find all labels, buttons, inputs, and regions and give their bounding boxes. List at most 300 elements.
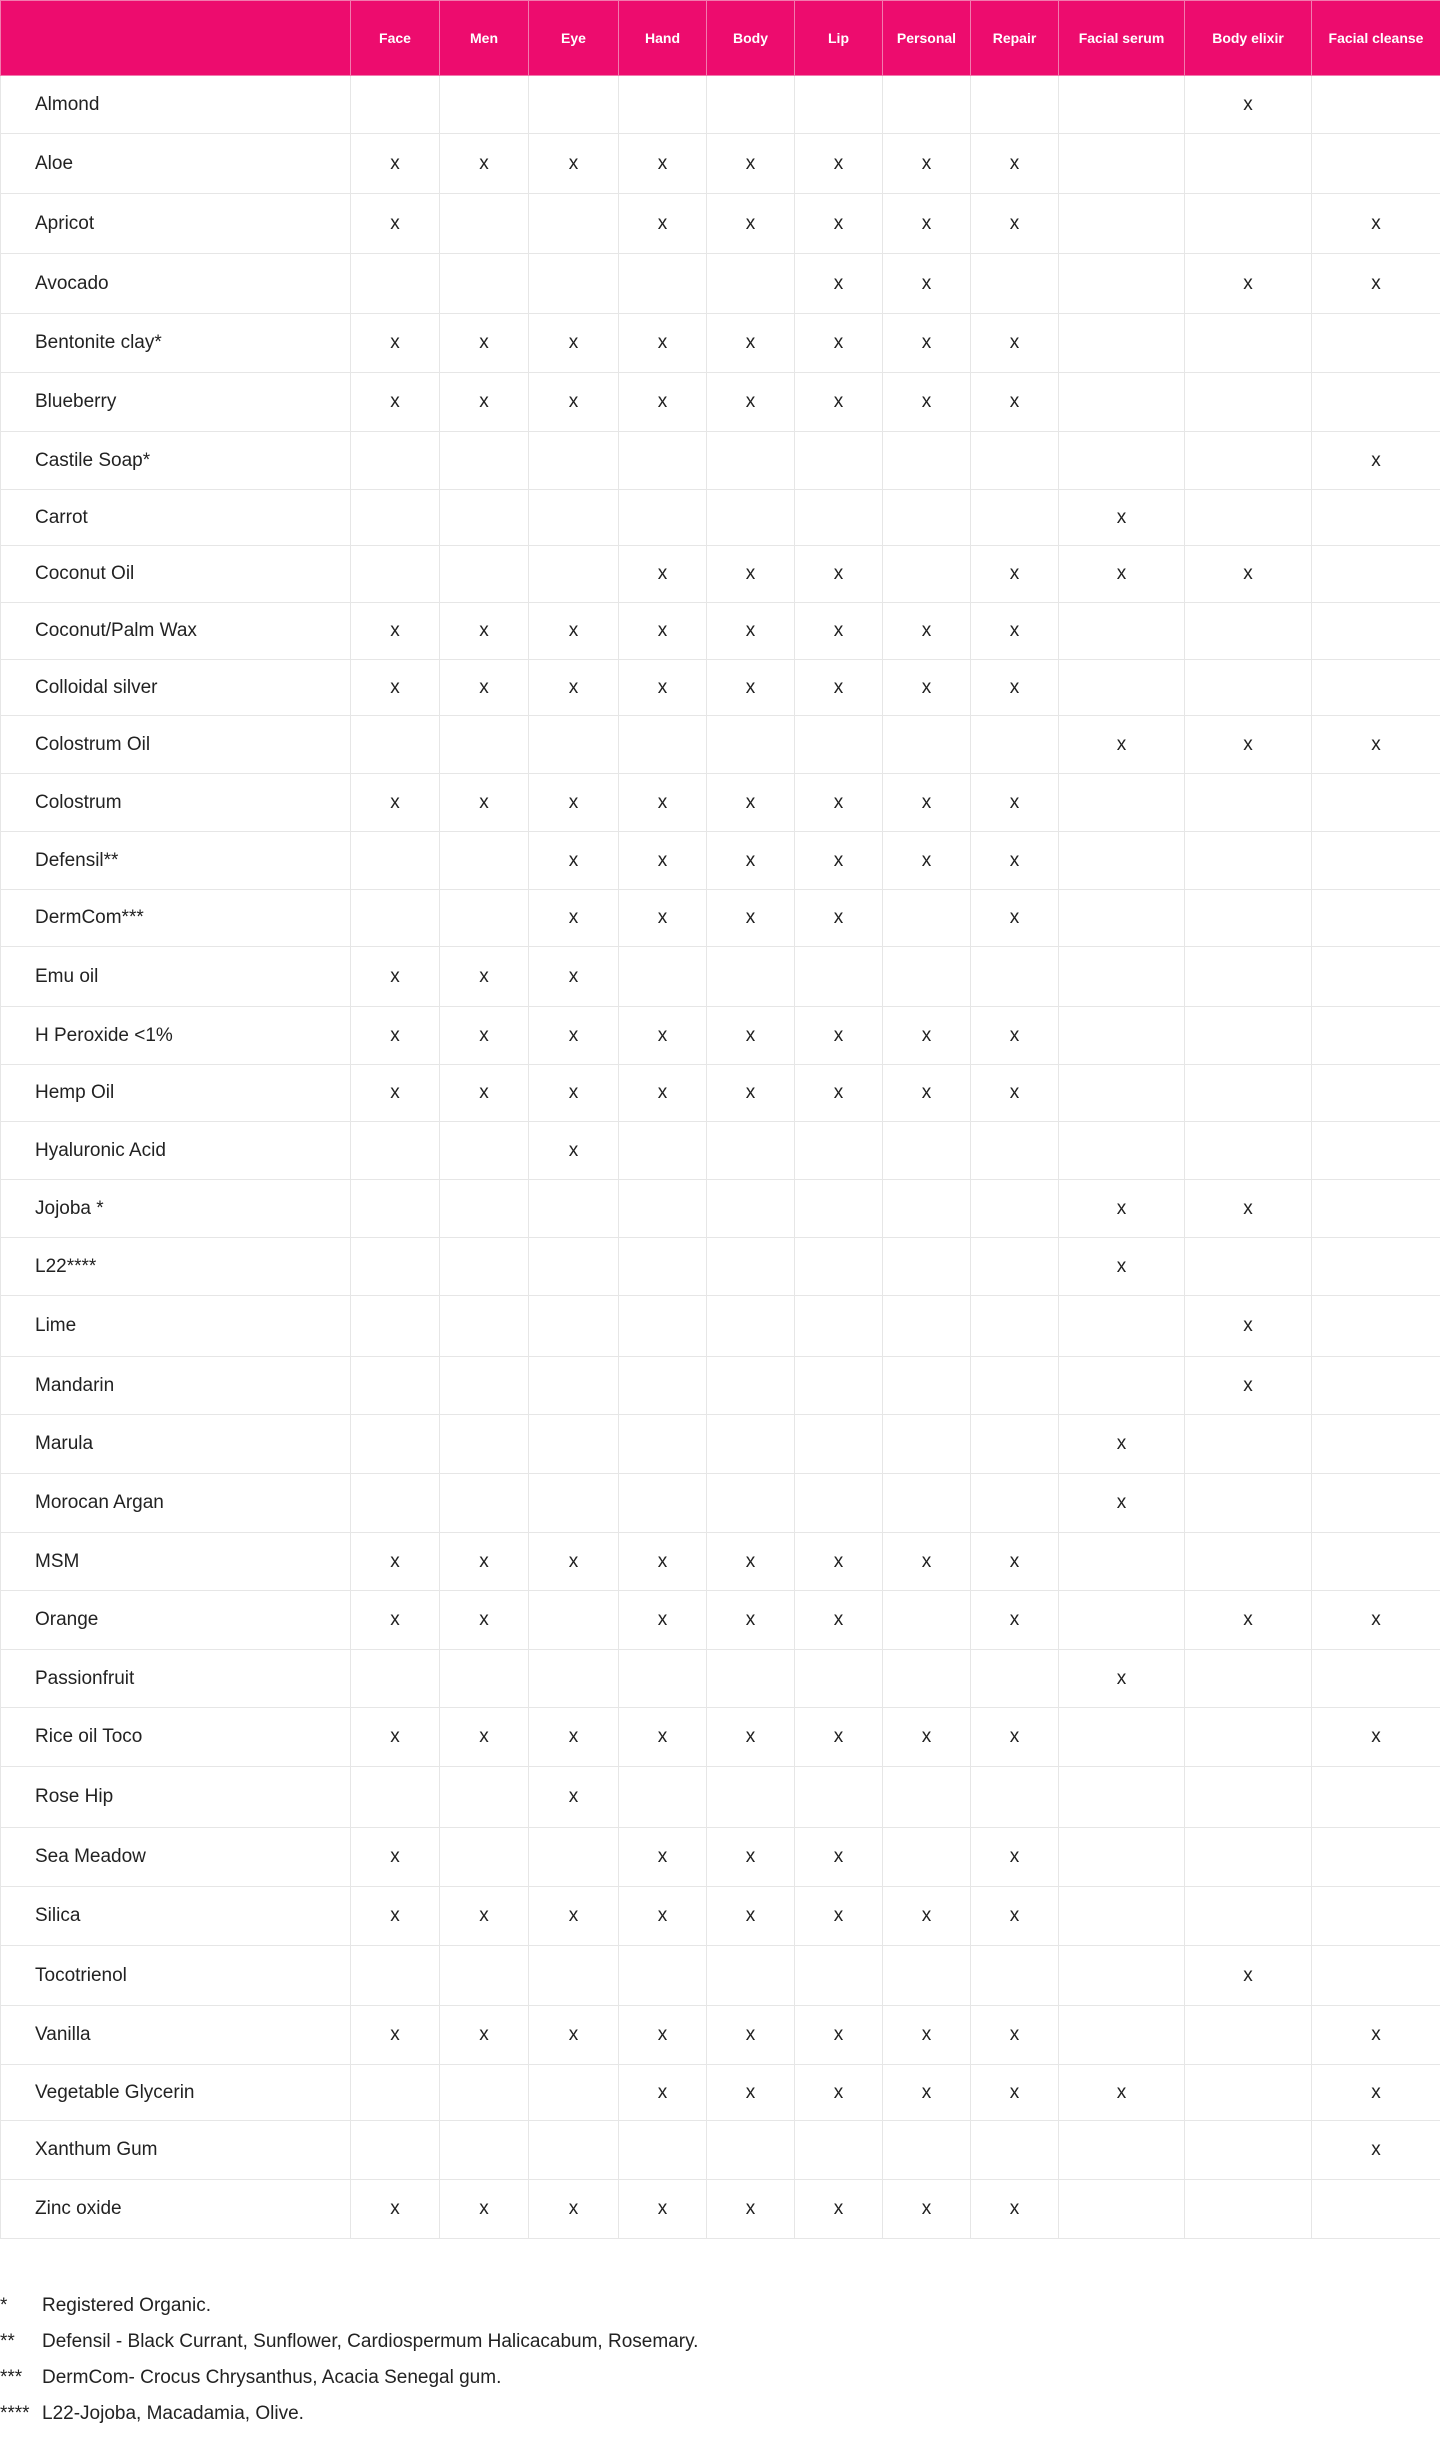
usage-cell [707, 373, 795, 432]
usage-cell [1059, 194, 1185, 254]
usage-cell [1312, 1296, 1440, 1357]
usage-cell [971, 890, 1059, 947]
ingredient-name: Hemp Oil [1, 1065, 351, 1122]
usage-cell [795, 603, 883, 660]
usage-cell [529, 1767, 619, 1828]
usage-cell [351, 1296, 440, 1357]
usage-cell [795, 1533, 883, 1591]
usage-mark: x [390, 1726, 400, 1747]
usage-cell [619, 1474, 707, 1533]
ingredient-name: Apricot [1, 194, 351, 254]
usage-cell [529, 194, 619, 254]
usage-cell [1059, 546, 1185, 603]
usage-cell [1059, 1180, 1185, 1238]
usage-cell [619, 432, 707, 490]
usage-mark: x [833, 563, 844, 584]
table-row [1, 1591, 1440, 1650]
usage-cell [795, 432, 883, 490]
usage-cell [351, 1946, 440, 2006]
usage-cell [795, 1238, 883, 1296]
usage-cell [1059, 254, 1185, 314]
usage-cell [883, 314, 971, 373]
usage-cell [971, 1357, 1059, 1415]
usage-mark: x [390, 1550, 400, 1572]
ingredient-name: Rice oil Toco [1, 1708, 351, 1767]
usage-mark: x [833, 676, 844, 698]
usage-mark: x [568, 1139, 579, 1161]
usage-mark: x [1009, 2081, 1020, 2103]
usage-cell [707, 1708, 795, 1767]
usage-mark: x [1243, 563, 1253, 584]
usage-cell [795, 660, 883, 716]
usage-cell [1185, 1180, 1312, 1238]
usage-cell [1185, 546, 1312, 603]
usage-mark: x [921, 1550, 932, 1572]
usage-cell [351, 1474, 440, 1533]
ingredient-name: MSM [1, 1533, 351, 1591]
usage-cell [795, 1708, 883, 1767]
usage-cell [351, 1591, 440, 1650]
usage-cell [351, 2180, 440, 2239]
usage-cell [883, 1887, 971, 1946]
usage-cell [707, 1946, 795, 2006]
usage-cell [619, 546, 707, 603]
usage-mark: x [921, 212, 932, 234]
footnote-text: DermCom- Crocus Chrysanthus, Acacia Senegal gum. [42, 2367, 502, 2388]
usage-mark: x [1009, 1726, 1020, 1747]
usage-cell [1059, 1007, 1185, 1065]
usage-mark: x [568, 152, 579, 174]
table-row [1, 1415, 1440, 1474]
table-row [1, 832, 1440, 890]
usage-mark: x [921, 1905, 932, 1926]
usage-cell [971, 1591, 1059, 1650]
table-body [1, 76, 1440, 2239]
usage-cell [707, 1767, 795, 1828]
table-row [1, 373, 1440, 432]
usage-cell [707, 1828, 795, 1887]
usage-mark: x [657, 1082, 668, 1103]
usage-mark: x [1009, 1082, 1020, 1103]
ingredient-name: Passionfruit [1, 1650, 351, 1708]
usage-cell [440, 2121, 529, 2180]
table-row [1, 1007, 1440, 1065]
usage-cell [1059, 1065, 1185, 1122]
table-row [1, 2065, 1440, 2121]
usage-cell [971, 1474, 1059, 1533]
usage-cell [883, 774, 971, 832]
table-row [1, 490, 1440, 546]
table-row [1, 1946, 1440, 2006]
usage-mark: x [1243, 93, 1253, 115]
usage-mark: x [1009, 849, 1020, 871]
usage-mark: x [657, 2024, 668, 2045]
usage-mark: x [1009, 563, 1020, 584]
usage-cell [1185, 1007, 1312, 1065]
table-row [1, 716, 1440, 774]
usage-cell [707, 76, 795, 134]
usage-cell [883, 2065, 971, 2121]
usage-cell [795, 1474, 883, 1533]
usage-cell [1185, 1238, 1312, 1296]
usage-mark: x [921, 152, 932, 174]
usage-cell [351, 1767, 440, 1828]
usage-cell [440, 947, 529, 1007]
usage-cell [707, 2065, 795, 2121]
usage-mark: x [833, 791, 844, 813]
usage-cell [971, 1708, 1059, 1767]
usage-cell [440, 1887, 529, 1946]
usage-mark: x [921, 391, 932, 412]
usage-mark: x [1009, 2198, 1020, 2219]
ingredient-name: Colostrum [1, 774, 351, 832]
usage-cell [529, 1180, 619, 1238]
usage-cell [619, 660, 707, 716]
usage-cell [440, 2180, 529, 2239]
usage-mark: x [657, 1609, 668, 1630]
usage-cell [1059, 603, 1185, 660]
usage-cell [619, 774, 707, 832]
usage-cell [971, 1887, 1059, 1946]
ingredient-name: Lime [1, 1296, 351, 1357]
usage-cell [351, 1828, 440, 1887]
usage-cell [351, 774, 440, 832]
usage-cell [1059, 1357, 1185, 1415]
footnotes [0, 2295, 1440, 2439]
ingredient-name: Aloe [1, 134, 351, 194]
usage-cell [1312, 947, 1440, 1007]
usage-mark: x [745, 907, 756, 928]
table-row [1, 1180, 1440, 1238]
usage-mark: x [921, 849, 932, 871]
usage-cell [883, 1415, 971, 1474]
usage-mark: x [657, 332, 668, 353]
usage-cell [619, 314, 707, 373]
usage-cell [619, 2121, 707, 2180]
usage-cell [1185, 314, 1312, 373]
usage-cell [1312, 314, 1440, 373]
usage-mark: x [1371, 1609, 1381, 1630]
footnote-text: Registered Organic. [42, 2295, 211, 2316]
usage-mark: x [390, 676, 400, 698]
usage-cell [351, 2006, 440, 2065]
usage-cell [351, 1357, 440, 1415]
usage-cell [883, 2121, 971, 2180]
usage-mark: x [390, 332, 400, 353]
usage-cell [1312, 1180, 1440, 1238]
usage-cell [619, 1887, 707, 1946]
ingredient-name: H Peroxide <1% [1, 1007, 351, 1065]
usage-cell [1185, 1650, 1312, 1708]
usage-cell [971, 194, 1059, 254]
ingredient-name: Emu oil [1, 947, 351, 1007]
usage-cell [1185, 2180, 1312, 2239]
usage-cell [529, 890, 619, 947]
usage-cell [795, 1767, 883, 1828]
ingredient-name: Xanthum Gum [1, 2121, 351, 2180]
usage-cell [707, 1180, 795, 1238]
usage-mark: x [1116, 563, 1127, 584]
usage-mark: x [833, 1846, 844, 1867]
usage-mark: x [1371, 2024, 1381, 2045]
usage-mark: x [833, 2081, 844, 2103]
usage-mark: x [479, 1609, 489, 1630]
usage-cell [1185, 373, 1312, 432]
usage-cell [529, 2006, 619, 2065]
usage-cell [440, 194, 529, 254]
usage-cell [440, 1474, 529, 1533]
usage-mark: x [1009, 391, 1020, 412]
usage-cell [351, 1650, 440, 1708]
usage-cell [529, 603, 619, 660]
usage-mark: x [657, 907, 668, 928]
usage-cell [883, 832, 971, 890]
usage-cell [707, 1887, 795, 1946]
usage-cell [1059, 432, 1185, 490]
usage-cell [619, 1065, 707, 1122]
usage-cell [883, 716, 971, 774]
usage-cell [883, 76, 971, 134]
header-body-elixir: Body elixir [1185, 1, 1312, 76]
usage-cell [440, 490, 529, 546]
usage-cell [529, 1887, 619, 1946]
usage-mark: x [745, 152, 756, 174]
table-row [1, 890, 1440, 947]
usage-cell [1312, 1122, 1440, 1180]
usage-cell [440, 1296, 529, 1357]
usage-cell [971, 314, 1059, 373]
usage-mark: x [479, 1024, 489, 1046]
usage-cell [795, 1357, 883, 1415]
usage-mark: x [1116, 506, 1127, 528]
usage-mark: x [1243, 1197, 1253, 1219]
usage-cell [883, 890, 971, 947]
usage-cell [440, 314, 529, 373]
usage-cell [1059, 314, 1185, 373]
usage-cell [1185, 947, 1312, 1007]
usage-cell [1185, 774, 1312, 832]
usage-mark: x [568, 1024, 579, 1046]
usage-cell [619, 2006, 707, 2065]
usage-cell [883, 490, 971, 546]
usage-cell [1059, 1474, 1185, 1533]
usage-mark: x [1243, 1374, 1253, 1396]
usage-cell [795, 1296, 883, 1357]
usage-cell [1312, 716, 1440, 774]
usage-mark: x [568, 332, 579, 353]
usage-cell [971, 254, 1059, 314]
table-row [1, 1828, 1440, 1887]
usage-cell [971, 1828, 1059, 1887]
usage-cell [1312, 1357, 1440, 1415]
usage-cell [795, 1122, 883, 1180]
usage-mark: x [745, 391, 756, 412]
usage-cell [707, 314, 795, 373]
usage-mark: x [921, 2081, 932, 2103]
usage-cell [619, 1591, 707, 1650]
usage-cell [440, 774, 529, 832]
usage-cell [1185, 2065, 1312, 2121]
usage-cell [619, 2180, 707, 2239]
usage-cell [529, 1238, 619, 1296]
footnote-marker: **** [0, 2403, 30, 2424]
ingredient-name: Almond [1, 76, 351, 134]
usage-cell [795, 1180, 883, 1238]
usage-mark: x [1243, 1609, 1253, 1630]
usage-cell [529, 254, 619, 314]
usage-cell [351, 1415, 440, 1474]
usage-cell [1312, 1591, 1440, 1650]
usage-cell [1312, 1415, 1440, 1474]
usage-cell [707, 660, 795, 716]
ingredient-name: Colloidal silver [1, 660, 351, 716]
usage-cell [529, 1122, 619, 1180]
usage-mark: x [657, 212, 668, 234]
usage-mark: x [568, 791, 579, 813]
usage-cell [795, 373, 883, 432]
footnote [0, 2403, 1440, 2439]
usage-mark: x [568, 1726, 579, 1747]
usage-mark: x [479, 391, 489, 412]
ingredient-name: Blueberry [1, 373, 351, 432]
usage-cell [971, 490, 1059, 546]
usage-cell [529, 373, 619, 432]
usage-cell [707, 1007, 795, 1065]
usage-cell [619, 832, 707, 890]
usage-cell [1312, 1650, 1440, 1708]
usage-cell [619, 1007, 707, 1065]
usage-cell [971, 603, 1059, 660]
usage-cell [1312, 76, 1440, 134]
usage-cell [883, 134, 971, 194]
usage-cell [795, 832, 883, 890]
usage-mark: x [833, 2024, 844, 2045]
usage-cell [1312, 1238, 1440, 1296]
usage-cell [440, 1357, 529, 1415]
usage-mark: x [833, 1082, 844, 1103]
usage-cell [351, 432, 440, 490]
usage-cell [440, 890, 529, 947]
usage-cell [440, 2006, 529, 2065]
usage-cell [1312, 2065, 1440, 2121]
footnote-marker: * [0, 2295, 8, 2316]
usage-cell [351, 314, 440, 373]
usage-cell [707, 890, 795, 947]
usage-mark: x [833, 849, 844, 871]
ingredient-name: Tocotrienol [1, 1946, 351, 2006]
usage-mark: x [1009, 907, 1020, 928]
header-personal: Personal [883, 1, 971, 76]
usage-cell [351, 1708, 440, 1767]
usage-mark: x [657, 1905, 668, 1926]
usage-cell [1312, 2121, 1440, 2180]
usage-mark: x [479, 332, 489, 353]
usage-mark: x [1116, 1667, 1127, 1689]
usage-cell [1185, 1591, 1312, 1650]
usage-mark: x [657, 1550, 668, 1572]
usage-mark: x [745, 563, 756, 584]
usage-cell [707, 716, 795, 774]
usage-mark: x [1243, 1315, 1253, 1336]
ingredient-name: Avocado [1, 254, 351, 314]
usage-mark: x [921, 2198, 932, 2219]
usage-cell [619, 254, 707, 314]
usage-mark: x [479, 152, 489, 174]
usage-cell [1312, 1533, 1440, 1591]
usage-mark: x [479, 2198, 489, 2219]
usage-cell [619, 1708, 707, 1767]
usage-mark: x [390, 2198, 400, 2219]
usage-cell [619, 1533, 707, 1591]
usage-mark: x [657, 2198, 668, 2219]
usage-mark: x [479, 1550, 489, 1572]
usage-cell [619, 1238, 707, 1296]
usage-cell [1312, 546, 1440, 603]
usage-cell [1059, 1415, 1185, 1474]
usage-mark: x [745, 1609, 756, 1630]
usage-cell [529, 76, 619, 134]
usage-cell [1059, 1238, 1185, 1296]
usage-cell [1059, 716, 1185, 774]
usage-cell [1185, 76, 1312, 134]
usage-cell [440, 660, 529, 716]
ingredient-name: Marula [1, 1415, 351, 1474]
usage-cell [1312, 432, 1440, 490]
usage-cell [1185, 1474, 1312, 1533]
usage-cell [795, 2180, 883, 2239]
usage-mark: x [1009, 1846, 1020, 1867]
usage-cell [529, 490, 619, 546]
ingredient-name: Mandarin [1, 1357, 351, 1415]
header-row [1, 1, 1440, 76]
usage-cell [1059, 1533, 1185, 1591]
usage-cell [351, 373, 440, 432]
usage-cell [883, 1533, 971, 1591]
usage-cell [1185, 603, 1312, 660]
table-row [1, 134, 1440, 194]
usage-mark: x [833, 620, 844, 641]
usage-cell [619, 373, 707, 432]
table-row [1, 1296, 1440, 1357]
usage-cell [707, 1122, 795, 1180]
usage-mark: x [390, 1024, 400, 1046]
usage-cell [795, 490, 883, 546]
usage-cell [529, 1474, 619, 1533]
usage-cell [883, 1650, 971, 1708]
usage-cell [1185, 1946, 1312, 2006]
ingredient-name: Silica [1, 1887, 351, 1946]
header-body: Body [707, 1, 795, 76]
usage-cell [883, 432, 971, 490]
usage-mark: x [1009, 676, 1020, 698]
usage-cell [529, 1357, 619, 1415]
usage-cell [883, 1238, 971, 1296]
table-row [1, 2121, 1440, 2180]
usage-cell [1185, 1065, 1312, 1122]
usage-cell [351, 1065, 440, 1122]
usage-cell [1312, 1887, 1440, 1946]
usage-mark: x [390, 1609, 400, 1630]
usage-mark: x [1009, 1024, 1020, 1046]
usage-cell [1059, 2065, 1185, 2121]
usage-cell [795, 546, 883, 603]
usage-cell [707, 1650, 795, 1708]
footnote [0, 2295, 1440, 2331]
usage-cell [440, 603, 529, 660]
usage-cell [529, 432, 619, 490]
usage-mark: x [1371, 449, 1381, 471]
usage-cell [440, 1533, 529, 1591]
